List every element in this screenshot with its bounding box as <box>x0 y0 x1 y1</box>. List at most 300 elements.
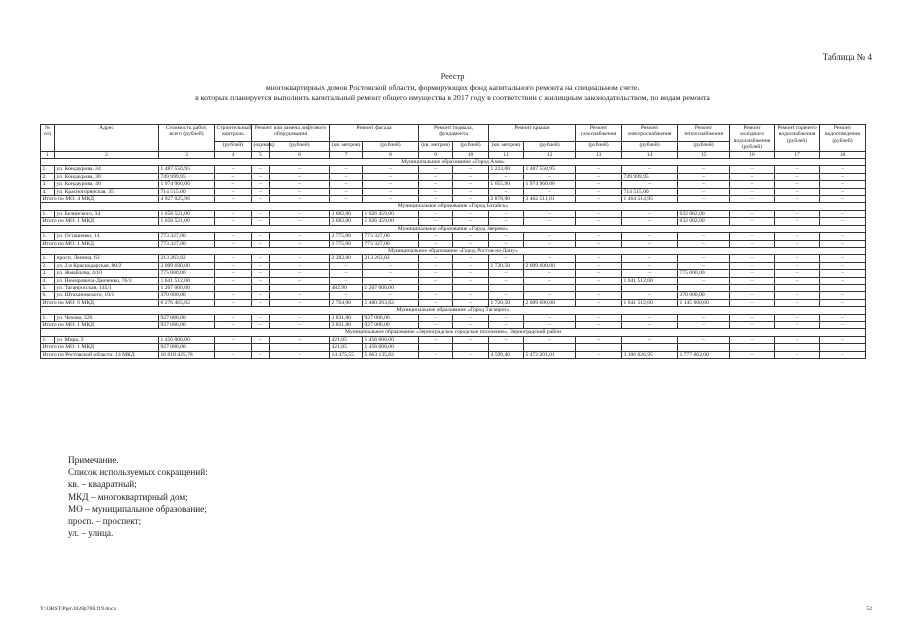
table-cell: – <box>419 196 453 203</box>
table-cell: – <box>363 196 419 203</box>
table-cell: – <box>622 262 678 269</box>
table-cell: 632 062,00 <box>678 210 730 217</box>
table-cell: – <box>270 196 330 203</box>
table-cell: – <box>820 210 866 217</box>
table-cell: – <box>820 336 866 343</box>
table-cell: – <box>215 188 252 195</box>
table-cell: – <box>775 255 820 262</box>
table-cell: – <box>576 181 622 188</box>
table-cell: – <box>252 299 270 306</box>
table-cell: 714 515,00 <box>622 188 678 195</box>
unit-rub: (рублей) <box>678 142 730 151</box>
table-cell: – <box>330 173 363 180</box>
table-cell: – <box>622 233 678 240</box>
municipality-header-row <box>41 307 866 314</box>
municipality-name: Муниципальное образование «Город Ростов-на-Дону» <box>41 247 866 254</box>
table-cell: – <box>775 233 820 240</box>
table-cell: – <box>270 336 330 343</box>
table-row <box>41 166 866 173</box>
table-cell: – <box>775 292 820 299</box>
table-cell: – <box>730 218 775 225</box>
unit-rub: (рублей) <box>270 142 330 151</box>
table-cell: – <box>215 262 252 269</box>
table-cell <box>252 284 270 291</box>
table-cell: – <box>820 240 866 247</box>
unit-rub: (рублей) <box>622 142 678 151</box>
table-cell: 3 831,80 <box>330 321 363 328</box>
table-cell: 927 086,00 <box>363 314 419 321</box>
address-cell: ул. Красногорянская, 35 <box>55 188 159 195</box>
municipality-header-row <box>41 247 866 254</box>
table-cell: – <box>730 270 775 277</box>
table-row <box>41 292 866 299</box>
table-number: Таблица № 4 <box>822 52 872 62</box>
column-index: 8 <box>363 151 419 158</box>
address-cell: ул. 2-я Краснодарская, 80/2 <box>55 262 159 269</box>
table-cell <box>775 284 820 291</box>
table-cell: – <box>270 173 330 180</box>
abbreviation-item: МКД – многоквартирный дом; <box>68 491 188 502</box>
table-cell: – <box>576 336 622 343</box>
table-cell: – <box>730 314 775 321</box>
table-cell: – <box>363 188 419 195</box>
row-number: 2. <box>41 262 55 269</box>
table-cell <box>730 344 775 351</box>
table-row <box>41 270 866 277</box>
table-cell: – <box>453 218 489 225</box>
table-cell: 1 267 000,00 <box>159 284 215 291</box>
table-cell: – <box>622 336 678 343</box>
table-cell: – <box>524 240 576 247</box>
row-number: 5. <box>41 284 55 291</box>
table-cell: – <box>270 262 330 269</box>
col-drainage: Ремонт водоотведения (рублей) <box>820 125 866 152</box>
municipality-name: Муниципальное образование «Город Азов» <box>41 159 866 166</box>
table-cell: – <box>576 270 622 277</box>
table-row <box>41 284 866 291</box>
table-cell: – <box>820 351 866 358</box>
table-cell: 2 009 690,00 <box>524 299 576 306</box>
table-cell: 927 086,00 <box>159 321 215 328</box>
table-cell: – <box>215 233 252 240</box>
table-cell: – <box>363 277 419 284</box>
table-cell: – <box>576 188 622 195</box>
table-cell: 1 641 512,00 <box>622 277 678 284</box>
table-cell: – <box>524 277 576 284</box>
page-number: 52 <box>866 606 872 612</box>
table-cell: – <box>215 277 252 284</box>
unit-m2: (кв. метров) <box>419 142 453 151</box>
column-index: 15 <box>678 151 730 158</box>
title-line: Реестр <box>440 72 465 81</box>
table-cell: 1 145 000,00 <box>678 299 730 306</box>
table-cell: – <box>576 321 622 328</box>
table-cell: – <box>363 262 419 269</box>
table-cell: – <box>489 336 524 343</box>
table-cell: 3 775,00 <box>330 240 363 247</box>
file-path: Y:\ORST\Ppo\1028p768.f19.docx <box>40 606 117 612</box>
table-cell <box>820 344 866 351</box>
title-line: многоквартирных домов Ростовской области, формирующих фонд капитального ремонта на специальном счете, <box>265 82 640 92</box>
table-cell: – <box>489 233 524 240</box>
column-index: 9 <box>419 151 453 158</box>
table-cell: – <box>730 321 775 328</box>
table-cell: – <box>215 173 252 180</box>
table-cell: – <box>330 196 363 203</box>
table-cell: – <box>730 336 775 343</box>
table-cell: – <box>576 314 622 321</box>
table-cell: – <box>622 270 678 277</box>
table-cell: – <box>453 351 489 358</box>
unit-rub: (рублей) <box>524 142 576 151</box>
column-index: 3 <box>159 151 215 158</box>
column-index: 13 <box>576 151 622 158</box>
table-cell: – <box>489 188 524 195</box>
column-index: 14 <box>622 151 678 158</box>
subtotal-label: Итого по МО: 1 МКД <box>41 240 159 247</box>
table-cell: – <box>576 196 622 203</box>
table-cell: – <box>775 262 820 269</box>
table-cell: – <box>820 321 866 328</box>
table-row <box>41 277 866 284</box>
table-cell: – <box>489 255 524 262</box>
table-cell: – <box>489 218 524 225</box>
table-cell: – <box>215 210 252 217</box>
table-cell: – <box>419 299 453 306</box>
column-index: 4 <box>215 151 252 158</box>
table-cell <box>730 284 775 291</box>
table-cell: 773 327,00 <box>159 233 215 240</box>
table-row <box>41 336 866 343</box>
table-cell: – <box>820 233 866 240</box>
table-cell: – <box>270 166 330 173</box>
table-cell: – <box>678 233 730 240</box>
table-cell: – <box>252 314 270 321</box>
table-cell: – <box>524 218 576 225</box>
table-cell: – <box>489 240 524 247</box>
table-cell: 1 480 263,82 <box>363 299 419 306</box>
column-index: 16 <box>730 151 775 158</box>
table-cell: – <box>576 292 622 299</box>
table-cell: 3 775,00 <box>330 233 363 240</box>
table-cell: 2 282,00 <box>330 255 363 262</box>
table-cell: – <box>215 255 252 262</box>
table-cell: – <box>419 314 453 321</box>
table-cell: – <box>678 188 730 195</box>
table-cell: 773 327,00 <box>363 240 419 247</box>
table-cell: – <box>419 218 453 225</box>
table-cell: – <box>419 351 453 358</box>
table-cell <box>419 284 453 291</box>
table-cell: 1 641 512,00 <box>159 277 215 284</box>
address-cell: ул. Таганрогская, 145/1 <box>55 284 159 291</box>
table-cell: – <box>252 181 270 188</box>
address-cell: ул. Штахановского, 19/1 <box>55 292 159 299</box>
table-cell: – <box>678 181 730 188</box>
address-cell: ул. Жмайлова, 4/10 <box>55 270 159 277</box>
table-cell: 775 000,00 <box>159 270 215 277</box>
table-cell <box>775 344 820 351</box>
table-cell: – <box>453 321 489 328</box>
subtotal-row <box>41 240 866 247</box>
table-cell: – <box>419 277 453 284</box>
abbreviation-item: кв. – квадратный; <box>68 479 137 490</box>
table-cell: – <box>419 181 453 188</box>
table-cell <box>270 284 330 291</box>
address-cell: ул. Кондаурова, 38 <box>55 173 159 180</box>
unit-rub: (рублей) <box>453 142 489 151</box>
table-cell: – <box>252 351 270 358</box>
table-cell: – <box>489 292 524 299</box>
table-cell: – <box>489 321 524 328</box>
col-heat: Ремонт теплоснабжения <box>678 125 730 142</box>
table-cell: 16 018 425,78 <box>159 351 215 358</box>
row-number: 1. <box>41 255 55 262</box>
table-cell: – <box>270 181 330 188</box>
abbreviation-item: МО – муниципальное образование; <box>68 503 207 514</box>
subtotal-label: Итого по МО: 6 МКД <box>41 299 159 306</box>
table-cell: – <box>489 314 524 321</box>
table-body <box>41 159 866 359</box>
col-facade: Ремонт фасада <box>330 125 419 142</box>
table-cell: – <box>270 351 330 358</box>
table-cell: – <box>576 210 622 217</box>
table-cell: – <box>330 262 363 269</box>
unit-m2: (кв. метров) <box>489 142 524 151</box>
table-cell: 1 974 960,06 <box>159 181 215 188</box>
subtotal-row <box>41 344 866 351</box>
table-cell: – <box>730 240 775 247</box>
col-basement: Ремонт подвала, фундамента <box>419 125 489 142</box>
table-cell: – <box>730 351 775 358</box>
table-cell: – <box>419 233 453 240</box>
table-cell: – <box>576 218 622 225</box>
table-cell: – <box>252 262 270 269</box>
municipality-name: Муниципальное образование «Зерноградское городское поселение», Зерноградский район <box>41 329 866 336</box>
table-cell: – <box>730 277 775 284</box>
table-cell: 775 000,00 <box>678 270 730 277</box>
table-cell: – <box>363 181 419 188</box>
table-cell: 2 764,90 <box>330 299 363 306</box>
table-cell: 1 487 550,95 <box>524 166 576 173</box>
table-row <box>41 255 866 262</box>
table-cell: – <box>524 210 576 217</box>
table-cell: 5 472 201,01 <box>524 351 576 358</box>
abbreviation-item: ул. – улица. <box>68 528 114 539</box>
municipality-header-row <box>41 329 866 336</box>
table-cell: 3 462 511,01 <box>524 196 576 203</box>
table-cell: – <box>215 292 252 299</box>
table-cell: – <box>820 292 866 299</box>
table-cell: – <box>775 314 820 321</box>
row-number: 2. <box>41 173 55 180</box>
table-cell: – <box>730 299 775 306</box>
table-cell: – <box>419 262 453 269</box>
column-index: 7 <box>330 151 363 158</box>
table-cell: – <box>820 166 866 173</box>
table-cell: – <box>453 277 489 284</box>
table-cell: 213 263,82 <box>159 255 215 262</box>
table-cell: – <box>775 270 820 277</box>
table-cell: – <box>270 277 330 284</box>
table-cell: – <box>775 173 820 180</box>
table-cell: – <box>678 262 730 269</box>
row-number: 1. <box>41 210 55 217</box>
table-cell: – <box>215 351 252 358</box>
table-cell: – <box>576 351 622 358</box>
table-cell: – <box>524 233 576 240</box>
table-cell: – <box>270 292 330 299</box>
notes-heading: Примечание. <box>68 455 119 465</box>
table-cell: 4 927 025,96 <box>159 196 215 203</box>
table-cell: – <box>330 270 363 277</box>
table-cell: – <box>622 181 678 188</box>
table-cell: – <box>252 270 270 277</box>
table-cell: 3 106 026,95 <box>622 351 678 358</box>
table-cell: – <box>252 321 270 328</box>
table-cell: – <box>576 240 622 247</box>
table-cell: – <box>330 188 363 195</box>
address-cell: ул. Немировича-Данченко, 76/3 <box>55 277 159 284</box>
table-cell: – <box>775 240 820 247</box>
table-cell: 927 086,00 <box>159 344 215 351</box>
table-cell: – <box>775 166 820 173</box>
table-cell: – <box>363 173 419 180</box>
table-cell: – <box>330 277 363 284</box>
table-cell: 482,90 <box>330 284 363 291</box>
table-cell: 927 086,00 <box>363 321 419 328</box>
table-cell: 421,85 <box>330 336 363 343</box>
table-cell: – <box>820 262 866 269</box>
unit-pcs: (единиц) <box>252 142 270 151</box>
col-electric: Ремонт электроснабжения <box>622 125 678 142</box>
column-index: 5 <box>252 151 270 158</box>
col-gas: Ремонт газоснабжения <box>576 125 622 142</box>
table-cell: – <box>363 166 419 173</box>
table-cell: 1 777 062,00 <box>678 351 730 358</box>
table-cell: – <box>419 292 453 299</box>
grand-total-row <box>41 351 866 358</box>
table-cell: – <box>453 233 489 240</box>
table-cell: – <box>775 188 820 195</box>
table-cell: – <box>453 240 489 247</box>
table-cell: – <box>270 299 330 306</box>
table-cell: – <box>820 255 866 262</box>
table-cell: – <box>622 166 678 173</box>
table-cell <box>622 344 678 351</box>
table-cell: – <box>820 314 866 321</box>
table-cell: 773 327,00 <box>159 240 215 247</box>
table-cell: 1 974 960,06 <box>524 181 576 188</box>
unit-m2: (кв. метров) <box>330 142 363 151</box>
table-cell: 1 026 459,00 <box>363 210 419 217</box>
table-cell <box>622 284 678 291</box>
address-cell: ул. Кондаурова, 34 <box>55 166 159 173</box>
table-cell: – <box>775 210 820 217</box>
col-cold-water: Ремонт холодного водоснабжения (рублей) <box>730 125 775 152</box>
table-cell: 1 464 514,95 <box>622 196 678 203</box>
table-cell: 1 720,50 <box>489 299 524 306</box>
column-index-row <box>41 151 866 158</box>
unit-rub: (рублей) <box>215 142 252 151</box>
table-cell: 1 456 000,00 <box>159 336 215 343</box>
table-cell: – <box>270 255 330 262</box>
table-cell: – <box>453 181 489 188</box>
table-cell: 14 475,55 <box>330 351 363 358</box>
table-cell: – <box>576 299 622 306</box>
table-cell: 3 682,00 <box>330 218 363 225</box>
col-elevator: Ремонт или замена лифтового оборудования <box>252 125 330 142</box>
table-cell: 1 267 000,00 <box>363 284 419 291</box>
table-cell: – <box>576 166 622 173</box>
table-cell: – <box>524 270 576 277</box>
address-cell: просп. Ленина, 63 <box>55 255 159 262</box>
row-number: 1. <box>41 166 55 173</box>
table-cell: – <box>775 196 820 203</box>
subtotal-row <box>41 218 866 225</box>
table-cell: 3 831,80 <box>330 314 363 321</box>
table-cell: 1 658 521,00 <box>159 210 215 217</box>
table-cell: – <box>215 218 252 225</box>
table-cell: – <box>419 188 453 195</box>
table-cell: – <box>576 255 622 262</box>
column-index: 2 <box>55 151 159 158</box>
subtotal-row <box>41 321 866 328</box>
table-cell: – <box>252 218 270 225</box>
table-cell: – <box>453 255 489 262</box>
table-cell: – <box>678 240 730 247</box>
table-cell: – <box>252 196 270 203</box>
table-cell: – <box>775 336 820 343</box>
table-cell: – <box>453 270 489 277</box>
subtotal-label: Итого по МО: 4 МКД <box>41 196 159 203</box>
table-cell: – <box>270 240 330 247</box>
table-row <box>41 210 866 217</box>
table-cell: – <box>215 314 252 321</box>
table-cell: – <box>622 255 678 262</box>
table-cell: – <box>453 336 489 343</box>
table-cell: 749 999,95 <box>622 173 678 180</box>
table-cell: 370 000,00 <box>678 292 730 299</box>
subtotal-label: Итого по МО: 1 МКД <box>41 321 159 328</box>
table-cell: – <box>215 181 252 188</box>
table-cell: – <box>453 299 489 306</box>
table-cell: 2 009 690,00 <box>524 262 576 269</box>
municipality-header-row <box>41 203 866 210</box>
subtotal-row <box>41 196 866 203</box>
table-cell: – <box>419 336 453 343</box>
table-cell: 3 682,00 <box>330 210 363 217</box>
table-cell: 632 062,00 <box>678 218 730 225</box>
grand-total-label: Итого по Ростовской области: 14 МКД <box>41 351 159 358</box>
table-cell: – <box>453 173 489 180</box>
row-number: 4. <box>41 277 55 284</box>
column-index: 17 <box>775 151 820 158</box>
table-cell: – <box>453 262 489 269</box>
table-cell: 1 456 000,00 <box>363 344 419 351</box>
table-cell: – <box>252 166 270 173</box>
table-cell: – <box>419 270 453 277</box>
table-row <box>41 233 866 240</box>
subtotal-label: Итого по МО: 1 МКД <box>41 344 159 351</box>
table-cell: – <box>270 233 330 240</box>
table-cell: – <box>270 210 330 217</box>
table-cell: – <box>453 166 489 173</box>
abbreviation-item: просп. – проспект; <box>68 516 142 527</box>
table-cell: – <box>489 173 524 180</box>
table-cell: – <box>730 188 775 195</box>
table-cell: – <box>820 277 866 284</box>
